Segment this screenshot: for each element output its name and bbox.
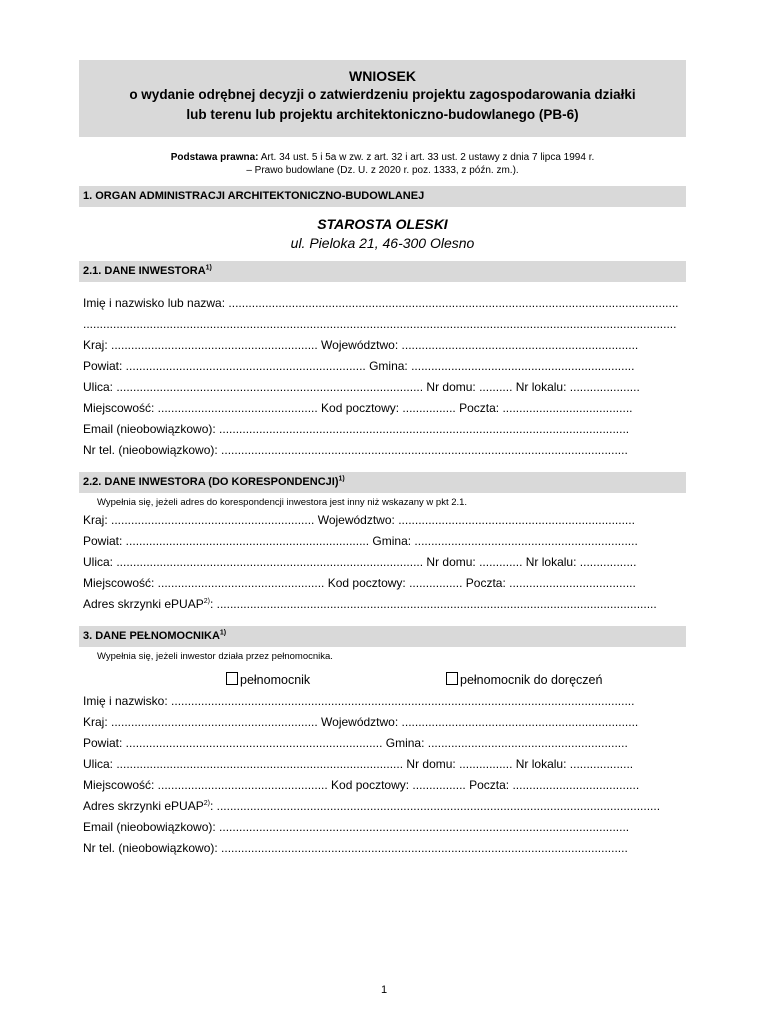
organ-block [79,215,686,253]
page-number: 1 [380,984,388,996]
corr-city-postcode-field[interactable]: Miejscowość: .................................................. Kod pocztowy: ................ Poczta: ...................................... [83,576,636,590]
delivery-proxy-option[interactable] [446,669,602,691]
footnote-marker: 1) [338,475,345,483]
corr-county-commune-field[interactable]: Powiat: ......................................................................... Gmina: ................................................................... [83,534,638,548]
corr-epuap-label: Adres skrzynki ePUAP [83,597,204,611]
legal-basis-line-1: Art. 34 ust. 5 i 5a w zw. z art. 32 i art. 33 ust. 2 ustawy z dnia 7 lipca 1994 r. [258,152,595,163]
proxy-county-commune-field[interactable]: Powiat: ............................................................................. Gmina: ............................................................ [83,736,628,750]
corr-street-field[interactable]: Ulica: ............................................................................................ Nr domu: ............. Nr lokalu: ................. [83,555,637,569]
footnote-marker: 2) [203,598,210,605]
proxy-fields [79,691,686,859]
delivery-proxy-checkbox[interactable] [446,672,458,685]
corr-country-voivodeship-field[interactable]: Kraj: ............................................................. Województwo: ....................................................................... [83,513,635,527]
investor-name-field[interactable]: Imię i nazwisko lub nazwa: ....................................................................................................................................... [83,296,679,310]
investor-city-postcode-field[interactable]: Miejscowość: ................................................ Kod pocztowy: ................ Poczta: ....................................... [83,401,633,415]
investor-country-voivodeship-field[interactable]: Kraj: .............................................................. Województwo: ....................................................................... [83,338,639,352]
footnote-marker: 2) [203,800,210,807]
section-2-2-heading [79,472,686,493]
correspondence-fields [79,510,686,615]
proxy-checkbox[interactable] [226,672,238,685]
investor-phone-field[interactable]: Nr tel. (nieobowiązkowo): .......................................................................................................................... [83,443,628,457]
corr-epuap-field[interactable] [79,594,686,615]
section-1-heading: 1. ORGAN ADMINISTRACJI ARCHITEKTONICZNO-BUDOWLANEJ [79,186,686,207]
form-title: WNIOSEK [349,68,416,84]
proxy-type-options [79,669,686,691]
proxy-epuap-field[interactable] [79,796,686,817]
delivery-proxy-option-label: pełnomocnik do doręczeń [460,673,603,687]
section-2-1-heading [79,261,686,282]
form-subtitle-line-1: o wydanie odrębnej decyzji o zatwierdzeniu projektu zagospodarowania działki [129,87,636,102]
footnote-marker: 1) [219,629,227,637]
proxy-country-voivodeship-field[interactable]: Kraj: .............................................................. Województwo: ....................................................................... [83,715,639,729]
section-3-heading-text: 3. DANE PEŁNOMOCNIKA [83,630,220,642]
form-subtitle-line-2: lub terenu lub projektu architektoniczno-budowlanego (PB-6) [186,107,579,122]
legal-basis-line-2: – Prawo budowlane (Dz. U. z 2020 r. poz. 1333, z późn. zm.). [246,165,519,176]
footnote-marker: 1) [205,264,212,272]
section-3-note: Wypełnia się, jeżeli inwestor działa przez pełnomocnika. [97,651,333,662]
proxy-epuap-dots: : ..................................................................................................................................... [209,799,661,813]
section-2-2-note: Wypełnia się, jeżeli adres do korespondencji inwestora jest inny niż wskazany w pkt 2.1. [97,497,468,508]
proxy-city-postcode-field[interactable]: Miejscowość: ................................................... Kod pocztowy: ................ Poczta: ...................................... [83,778,640,792]
proxy-option-label: pełnomocnik [240,673,311,687]
investor-county-commune-field[interactable]: Powiat: ........................................................................ Gmina: ................................................................... [83,359,635,373]
investor-fields [79,293,686,461]
proxy-epuap-label: Adres skrzynki ePUAP [83,799,204,813]
legal-basis [79,151,686,177]
form-page [79,60,686,859]
proxy-phone-field[interactable]: Nr tel. (nieobowiązkowo): .......................................................................................................................... [83,841,628,855]
section-2-1-heading-text: 2.1. DANE INWESTORA [83,265,206,277]
proxy-street-field[interactable]: Ulica: ...................................................................................... Nr domu: ................ Nr lokalu: ................... [83,757,634,771]
organ-address: ul. Pieloka 21, 46-300 Olesno [290,235,475,251]
investor-email-field[interactable]: Email (nieobowiązkowo): ........................................................................................................................... [83,422,630,436]
organ-name: STAROSTA OLESKI [317,216,448,232]
legal-basis-label: Podstawa prawna: [170,152,259,163]
title-box [79,60,686,137]
section-3-heading [79,626,686,647]
corr-epuap-dots: : .................................................................................................................................... [209,597,657,611]
proxy-option[interactable] [226,669,310,691]
section-2-2-heading-text: 2.2. DANE INWESTORA (DO KORESPONDENCJI) [83,476,339,488]
investor-name-field-continued[interactable]: .................................................................................................................................................................................. [83,317,677,331]
investor-street-field[interactable]: Ulica: ............................................................................................ Nr domu: .......... Nr lokalu: ..................... [83,380,640,394]
proxy-email-field[interactable]: Email (nieobowiązkowo): ........................................................................................................................... [83,820,630,834]
proxy-name-field[interactable]: Imię i nazwisko: ........................................................................................................................................... [83,694,635,708]
